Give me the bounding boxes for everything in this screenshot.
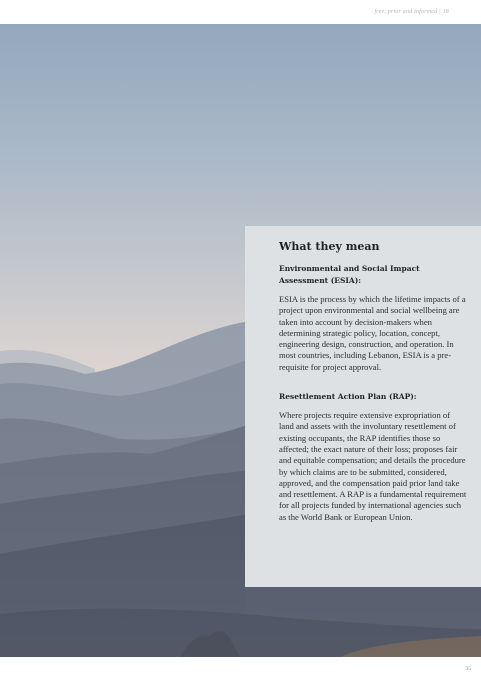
term-rap: Resettlement Action Plan (RAP): xyxy=(279,392,417,402)
page-number: 35 xyxy=(465,666,471,672)
definitions-box xyxy=(245,226,481,587)
description-esia: ESIA is the process by which the lifetime impacts of a project upon environmental and social wellbeing are taken into account by decision-makers when determining strategic policy, location, concept, engineering design, construction, and operation. In most countries, including Lebanon, ESIA is a pre-requisite for project approval. xyxy=(279,294,466,372)
description-rap: Where projects require extensive expropriation of land and assets with the involuntary resettlement of existing occupants, the RAP identifies those so affected; the exact nature of their loss; proposes fair and equitable compensation; and details the procedure by which claims are to be submitted, considered, approved, and the compensation paid prior land take and resettlement. A RAP is a fundamental requirement for all projects funded by international agencies such as the World Bank or European Union. xyxy=(279,410,467,522)
term-esia: Environmental and Social Impact Assessment (ESIA): xyxy=(279,264,420,285)
box-title: What they mean xyxy=(279,240,380,253)
running-header: free, prior and informed | 18 xyxy=(374,9,449,15)
